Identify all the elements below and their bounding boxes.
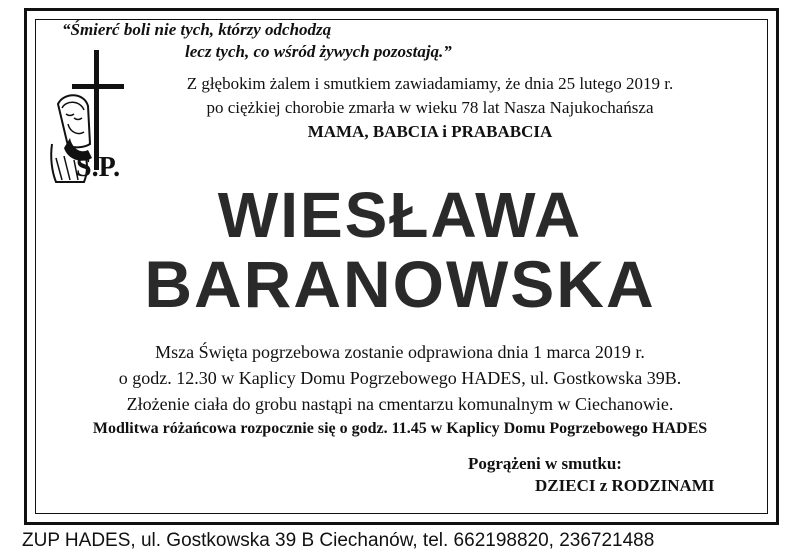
funeral-line-1: Msza Święta pogrzebowa zostanie odprawiona dnia 1 marca 2019 r. bbox=[155, 342, 645, 362]
deceased-last-name: BARANOWSKA bbox=[144, 247, 656, 321]
intro-line-2: po ciężkiej chorobie zmarła w wieku 78 lat Nasza Najukochańsza bbox=[206, 98, 654, 117]
mourners-names: DZIECI z RODZINAMI bbox=[535, 476, 715, 495]
mourners-heading: Pogrążeni w smutku: bbox=[468, 454, 622, 473]
quote-line-1: “Śmierć boli nie tych, którzy odchodzą bbox=[62, 20, 332, 39]
funeral-line-2: o godz. 12.30 w Kaplicy Domu Pogrzebowego HADES, ul. Gostkowska 39B. bbox=[118, 368, 682, 388]
sp-prefix: Ś.P. bbox=[76, 152, 121, 183]
intro-line-1: Z głębokim żalem i smutkiem zawiadamiamy, że dnia 25 lutego 2019 r. bbox=[186, 74, 674, 93]
rosary-notice: Modlitwa różańcowa rozpocznie się o godz. 11.45 w Kaplicy Domu Pogrzebowego HADES bbox=[92, 420, 708, 437]
deceased-first-name: WIESŁAWA bbox=[217, 179, 583, 251]
intro-family-relation: MAMA, BABCIA i PRABABCIA bbox=[307, 122, 553, 141]
quote-line-2: lecz tych, co wśród żywych pozostają.” bbox=[185, 42, 452, 61]
footer-contact: ZUP HADES, ul. Gostkowska 39 B Ciechanów, tel. 662198820, 236721488 bbox=[22, 530, 655, 551]
funeral-line-3: Złożenie ciała do grobu nastąpi na cmentarzu komunalnym w Ciechanowie. bbox=[126, 394, 674, 414]
